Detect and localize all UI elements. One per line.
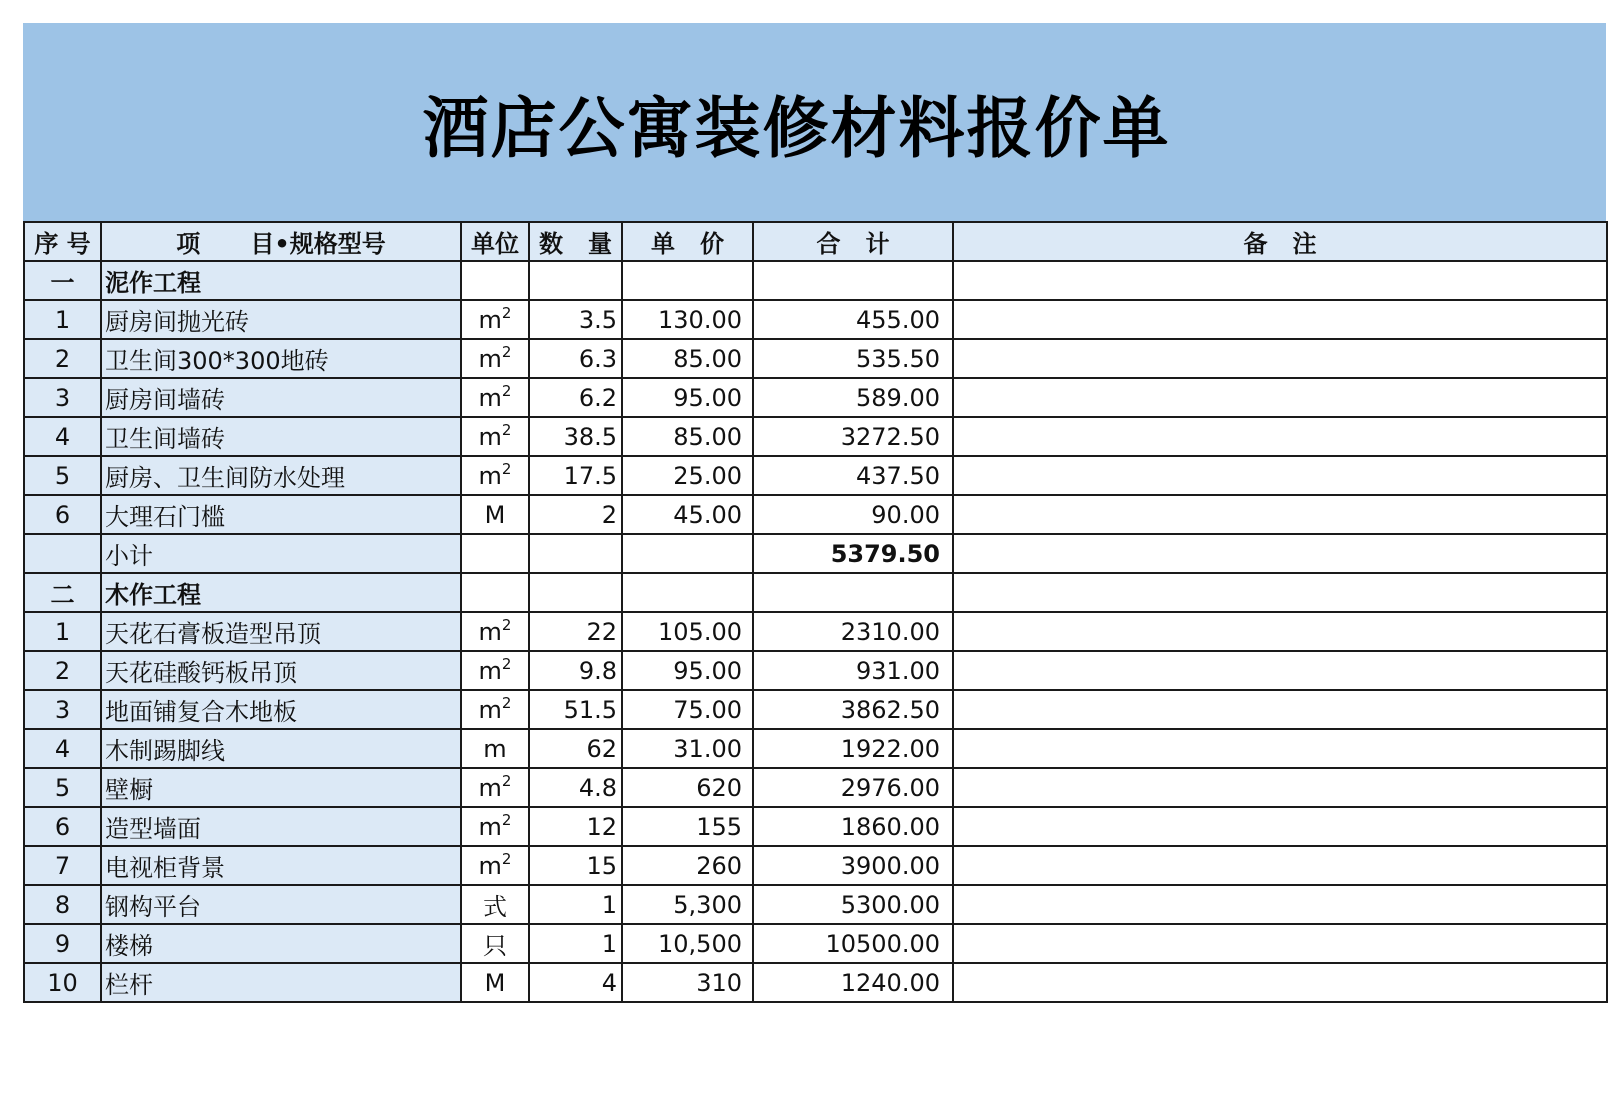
table-row bbox=[24, 729, 1607, 768]
table-row bbox=[24, 885, 1607, 924]
header-price: 单 价 bbox=[622, 222, 753, 261]
item-name-cell[interactable]: 造型墙面 bbox=[101, 807, 461, 846]
sheet-title: 酒店公寓装修材料报价单 bbox=[422, 89, 1171, 167]
note-cell[interactable] bbox=[953, 456, 1607, 495]
item-name-cell[interactable]: 厨房间抛光砖 bbox=[101, 300, 461, 339]
unit-price-cell[interactable]: 5,300 bbox=[622, 885, 753, 924]
unit-text: m bbox=[478, 695, 502, 724]
unit-text: 式 bbox=[483, 893, 507, 921]
unit-superscript: 2 bbox=[501, 810, 512, 829]
index-cell[interactable]: 4 bbox=[24, 729, 101, 768]
unit-text: m bbox=[478, 617, 502, 646]
note-cell[interactable] bbox=[953, 417, 1607, 456]
item-name-cell[interactable]: 小计 bbox=[101, 534, 461, 573]
index-cell[interactable]: 1 bbox=[24, 612, 101, 651]
table-row bbox=[24, 378, 1607, 417]
unit-cell[interactable] bbox=[461, 456, 529, 495]
quantity-cell[interactable]: 51.5 bbox=[529, 690, 622, 729]
subtotal-value-cell[interactable]: 5379.50 bbox=[753, 534, 953, 573]
index-cell[interactable] bbox=[24, 534, 101, 573]
table-row bbox=[24, 495, 1607, 534]
quantity-cell[interactable] bbox=[529, 261, 622, 300]
index-cell[interactable]: 5 bbox=[24, 768, 101, 807]
header-total: 合 计 bbox=[753, 222, 953, 261]
table-row bbox=[24, 339, 1607, 378]
item-name-cell[interactable]: 电视柜背景 bbox=[101, 846, 461, 885]
unit-text: m bbox=[478, 305, 502, 334]
unit-text: m bbox=[478, 461, 502, 490]
unit-text: m bbox=[478, 344, 502, 373]
unit-cell[interactable] bbox=[461, 729, 529, 768]
index-cell[interactable]: 一 bbox=[24, 261, 101, 300]
total-cell[interactable]: 437.50 bbox=[753, 456, 953, 495]
unit-cell[interactable] bbox=[461, 963, 529, 1002]
total-cell[interactable]: 1860.00 bbox=[753, 807, 953, 846]
index-cell[interactable]: 2 bbox=[24, 651, 101, 690]
item-name-cell[interactable]: 木作工程 bbox=[101, 573, 461, 612]
unit-text: m bbox=[478, 773, 502, 802]
index-cell[interactable]: 6 bbox=[24, 495, 101, 534]
total-cell[interactable]: 2976.00 bbox=[753, 768, 953, 807]
unit-cell[interactable] bbox=[461, 534, 529, 573]
index-cell[interactable]: 8 bbox=[24, 885, 101, 924]
quantity-cell[interactable] bbox=[529, 573, 622, 612]
unit-superscript: 2 bbox=[501, 303, 512, 322]
table-row bbox=[24, 807, 1607, 846]
index-cell[interactable]: 6 bbox=[24, 807, 101, 846]
item-name-cell[interactable]: 大理石门槛 bbox=[101, 495, 461, 534]
unit-text: m bbox=[478, 812, 502, 841]
table-row bbox=[24, 651, 1607, 690]
table-row bbox=[24, 768, 1607, 807]
unit-price-cell[interactable]: 105.00 bbox=[622, 612, 753, 651]
unit-superscript: 2 bbox=[501, 381, 512, 400]
note-cell[interactable] bbox=[953, 339, 1607, 378]
note-cell[interactable] bbox=[953, 261, 1607, 300]
note-cell[interactable] bbox=[953, 690, 1607, 729]
unit-text: m bbox=[483, 734, 507, 763]
unit-price-cell[interactable]: 85.00 bbox=[622, 417, 753, 456]
total-cell[interactable] bbox=[753, 573, 953, 612]
quantity-cell[interactable]: 6.3 bbox=[529, 339, 622, 378]
unit-cell[interactable] bbox=[461, 339, 529, 378]
note-cell[interactable] bbox=[953, 807, 1607, 846]
unit-price-cell[interactable] bbox=[622, 573, 753, 612]
note-cell[interactable] bbox=[953, 768, 1607, 807]
item-name-cell[interactable]: 楼梯 bbox=[101, 924, 461, 963]
table-row bbox=[24, 417, 1607, 456]
item-name-cell[interactable]: 卫生间300*300地砖 bbox=[101, 339, 461, 378]
quantity-cell[interactable]: 3.5 bbox=[529, 300, 622, 339]
item-name-cell[interactable]: 地面铺复合木地板 bbox=[101, 690, 461, 729]
item-name-cell[interactable]: 天花石膏板造型吊顶 bbox=[101, 612, 461, 651]
item-name-cell[interactable]: 木制踢脚线 bbox=[101, 729, 461, 768]
unit-text: m bbox=[478, 383, 502, 412]
note-cell[interactable] bbox=[953, 495, 1607, 534]
unit-cell[interactable] bbox=[461, 300, 529, 339]
unit-price-cell[interactable]: 75.00 bbox=[622, 690, 753, 729]
index-cell[interactable]: 10 bbox=[24, 963, 101, 1002]
note-cell[interactable] bbox=[953, 963, 1607, 1002]
item-name-cell[interactable]: 厨房间墙砖 bbox=[101, 378, 461, 417]
unit-text: M bbox=[484, 968, 506, 997]
index-cell[interactable]: 3 bbox=[24, 378, 101, 417]
quantity-cell[interactable]: 6.2 bbox=[529, 378, 622, 417]
total-cell[interactable]: 90.00 bbox=[753, 495, 953, 534]
note-cell[interactable] bbox=[953, 924, 1607, 963]
note-cell[interactable] bbox=[953, 846, 1607, 885]
item-name-cell[interactable]: 钢构平台 bbox=[101, 885, 461, 924]
section-row bbox=[24, 573, 1607, 612]
quantity-cell[interactable]: 9.8 bbox=[529, 651, 622, 690]
unit-cell[interactable] bbox=[461, 612, 529, 651]
header-qty: 数 量 bbox=[529, 222, 622, 261]
index-cell[interactable]: 3 bbox=[24, 690, 101, 729]
unit-superscript: 2 bbox=[501, 771, 512, 790]
unit-superscript: 2 bbox=[501, 849, 512, 868]
note-cell[interactable] bbox=[953, 300, 1607, 339]
table-row bbox=[24, 690, 1607, 729]
unit-price-cell[interactable]: 310 bbox=[622, 963, 753, 1002]
quantity-cell[interactable]: 4 bbox=[529, 963, 622, 1002]
total-cell[interactable]: 3862.50 bbox=[753, 690, 953, 729]
unit-price-cell[interactable]: 260 bbox=[622, 846, 753, 885]
total-cell[interactable]: 535.50 bbox=[753, 339, 953, 378]
quote-sheet bbox=[23, 23, 1606, 1003]
unit-cell[interactable] bbox=[461, 885, 529, 924]
unit-cell[interactable] bbox=[461, 846, 529, 885]
unit-superscript: 2 bbox=[501, 654, 512, 673]
unit-cell[interactable] bbox=[461, 495, 529, 534]
subtotal-row bbox=[24, 534, 1607, 573]
unit-cell[interactable] bbox=[461, 261, 529, 300]
table-row bbox=[24, 612, 1607, 651]
unit-cell[interactable] bbox=[461, 768, 529, 807]
index-cell[interactable]: 二 bbox=[24, 573, 101, 612]
total-cell[interactable] bbox=[753, 261, 953, 300]
unit-superscript: 2 bbox=[501, 693, 512, 712]
index-cell[interactable]: 9 bbox=[24, 924, 101, 963]
item-name-cell[interactable]: 卫生间墙砖 bbox=[101, 417, 461, 456]
unit-text: m bbox=[478, 851, 502, 880]
total-cell[interactable]: 2310.00 bbox=[753, 612, 953, 651]
unit-text: 只 bbox=[483, 932, 507, 960]
item-name-cell[interactable]: 栏杆 bbox=[101, 963, 461, 1002]
total-cell[interactable]: 10500.00 bbox=[753, 924, 953, 963]
table-row bbox=[24, 963, 1607, 1002]
unit-superscript: 2 bbox=[501, 615, 512, 634]
item-name-cell[interactable]: 天花硅酸钙板吊顶 bbox=[101, 651, 461, 690]
table-row bbox=[24, 846, 1607, 885]
title-band bbox=[23, 23, 1606, 221]
header-index: 序 号 bbox=[24, 222, 101, 261]
unit-cell[interactable] bbox=[461, 417, 529, 456]
index-cell[interactable]: 5 bbox=[24, 456, 101, 495]
item-name-cell[interactable]: 厨房、卫生间防水处理 bbox=[101, 456, 461, 495]
unit-price-cell[interactable] bbox=[622, 261, 753, 300]
note-cell[interactable] bbox=[953, 651, 1607, 690]
unit-price-cell[interactable] bbox=[622, 534, 753, 573]
unit-cell[interactable] bbox=[461, 378, 529, 417]
index-cell[interactable]: 4 bbox=[24, 417, 101, 456]
quantity-cell[interactable]: 17.5 bbox=[529, 456, 622, 495]
quantity-cell[interactable]: 38.5 bbox=[529, 417, 622, 456]
unit-text: m bbox=[478, 656, 502, 685]
note-cell[interactable] bbox=[953, 729, 1607, 768]
quantity-cell[interactable]: 1 bbox=[529, 924, 622, 963]
unit-price-cell[interactable]: 130.00 bbox=[622, 300, 753, 339]
item-name-cell[interactable]: 泥作工程 bbox=[101, 261, 461, 300]
unit-superscript: 2 bbox=[501, 420, 512, 439]
quote-table bbox=[23, 221, 1608, 1003]
header-note: 备 注 bbox=[953, 222, 1607, 261]
unit-price-cell[interactable]: 25.00 bbox=[622, 456, 753, 495]
unit-price-cell[interactable]: 45.00 bbox=[622, 495, 753, 534]
unit-price-cell[interactable]: 155 bbox=[622, 807, 753, 846]
unit-text: M bbox=[484, 500, 506, 529]
index-cell[interactable]: 2 bbox=[24, 339, 101, 378]
table-row bbox=[24, 456, 1607, 495]
total-cell[interactable]: 589.00 bbox=[753, 378, 953, 417]
total-cell[interactable]: 931.00 bbox=[753, 651, 953, 690]
header-item: 项 目•规格型号 bbox=[101, 222, 461, 261]
unit-cell[interactable] bbox=[461, 924, 529, 963]
table-row bbox=[24, 924, 1607, 963]
total-cell[interactable]: 455.00 bbox=[753, 300, 953, 339]
unit-cell[interactable] bbox=[461, 690, 529, 729]
unit-price-cell[interactable]: 31.00 bbox=[622, 729, 753, 768]
note-cell[interactable] bbox=[953, 573, 1607, 612]
quantity-cell[interactable]: 1 bbox=[529, 885, 622, 924]
quantity-cell[interactable]: 2 bbox=[529, 495, 622, 534]
note-cell[interactable] bbox=[953, 534, 1607, 573]
unit-cell[interactable] bbox=[461, 573, 529, 612]
unit-price-cell[interactable]: 620 bbox=[622, 768, 753, 807]
index-cell[interactable]: 1 bbox=[24, 300, 101, 339]
unit-text: m bbox=[478, 422, 502, 451]
total-cell[interactable]: 5300.00 bbox=[753, 885, 953, 924]
note-cell[interactable] bbox=[953, 612, 1607, 651]
note-cell[interactable] bbox=[953, 885, 1607, 924]
header-row bbox=[24, 222, 1607, 261]
unit-cell[interactable] bbox=[461, 651, 529, 690]
unit-price-cell[interactable]: 85.00 bbox=[622, 339, 753, 378]
total-cell[interactable]: 3900.00 bbox=[753, 846, 953, 885]
item-name-cell[interactable]: 壁橱 bbox=[101, 768, 461, 807]
quantity-cell[interactable]: 22 bbox=[529, 612, 622, 651]
section-row bbox=[24, 261, 1607, 300]
quantity-cell[interactable]: 4.8 bbox=[529, 768, 622, 807]
unit-price-cell[interactable]: 95.00 bbox=[622, 378, 753, 417]
unit-price-cell[interactable]: 10,500 bbox=[622, 924, 753, 963]
total-cell[interactable]: 1240.00 bbox=[753, 963, 953, 1002]
quantity-cell[interactable]: 62 bbox=[529, 729, 622, 768]
total-cell[interactable]: 1922.00 bbox=[753, 729, 953, 768]
quantity-cell[interactable] bbox=[529, 534, 622, 573]
unit-superscript: 2 bbox=[501, 342, 512, 361]
index-cell[interactable]: 7 bbox=[24, 846, 101, 885]
quantity-cell[interactable]: 15 bbox=[529, 846, 622, 885]
table-row bbox=[24, 300, 1607, 339]
note-cell[interactable] bbox=[953, 378, 1607, 417]
unit-superscript: 2 bbox=[501, 459, 512, 478]
quantity-cell[interactable]: 12 bbox=[529, 807, 622, 846]
total-cell[interactable]: 3272.50 bbox=[753, 417, 953, 456]
unit-cell[interactable] bbox=[461, 807, 529, 846]
header-unit: 单位 bbox=[461, 222, 529, 261]
unit-price-cell[interactable]: 95.00 bbox=[622, 651, 753, 690]
